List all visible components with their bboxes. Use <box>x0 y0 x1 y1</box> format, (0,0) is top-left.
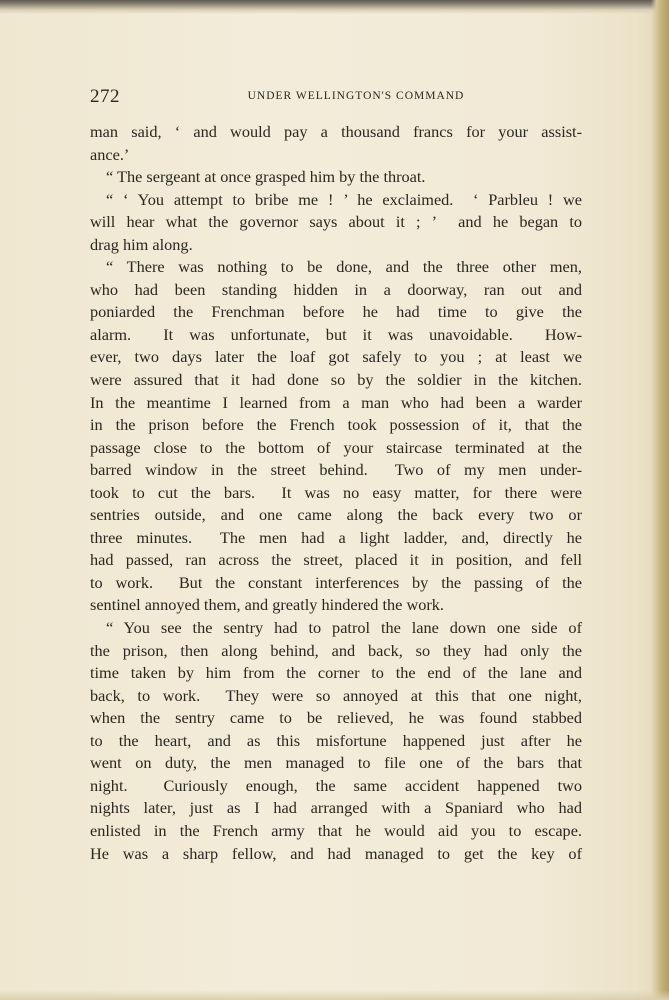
page-header <box>90 86 582 110</box>
body-text <box>90 121 582 865</box>
text-line: “ ‘ You attempt to bribe me ! ’ he exclaimed. ‘ Parbleu ! we <box>106 189 582 209</box>
text-line: to work. But the constant interferences by the passing of the <box>90 572 582 592</box>
page-number: 272 <box>90 86 120 107</box>
text-line: “ There was nothing to be done, and the three other men, <box>106 257 582 277</box>
text-line: to the heart, and as this misfortune happened just after he <box>90 730 582 750</box>
text-line: nights later, just as I had arranged with a Spaniard who had <box>90 798 582 818</box>
text-line: time taken by him from the corner to the end of the lane and <box>90 663 582 683</box>
text-line: In the meantime I learned from a man who had been a warder <box>90 392 582 412</box>
text-line: three minutes. The men had a light ladder, and, directly he <box>90 527 582 547</box>
text-line: enlisted in the French army that he would aid you to escape. <box>90 820 582 840</box>
text-line: the prison, then along behind, and back, so they had only the <box>90 640 582 660</box>
text-line: sentinel annoyed them, and greatly hindered the work. <box>90 595 445 615</box>
text-line: man said, ‘ and would pay a thousand francs for your assist- <box>90 122 582 141</box>
text-line: night. Curiously enough, the same accident happened two <box>90 775 582 795</box>
text-line: ance.’ <box>90 144 130 164</box>
text-line: took to cut the bars. It was no easy matter, for there were <box>90 482 582 502</box>
text-line: had passed, ran across the street, placed it in position, and fell <box>90 550 582 570</box>
text-line: when the sentry came to be relieved, he was found stabbed <box>90 708 582 728</box>
text-line: poniarded the Frenchman before he had time to give the <box>90 302 582 322</box>
text-line: will hear what the governor says about it ; ’ and he began to <box>90 212 582 232</box>
page-bottom-edge <box>0 990 669 1000</box>
text-line: in the prison before the French took possession of it, that the <box>90 415 582 435</box>
text-line: ever, two days later the loaf got safely to you ; at least we <box>90 347 582 367</box>
page-right-edge <box>651 0 669 1000</box>
text-line: He was a sharp fellow, and had managed to get the key of <box>90 843 582 863</box>
text-line: alarm. It was unfortunate, but it was unavoidable. How- <box>90 324 582 344</box>
text-line: barred window in the street behind. Two of my men under- <box>90 460 582 480</box>
text-line: were assured that it had done so by the soldier in the kitchen. <box>90 370 582 390</box>
text-line: went on duty, the men managed to file one of the bars that <box>90 753 582 773</box>
text-line: “ The sergeant at once grasped him by the throat. <box>106 167 426 187</box>
text-line: back, to work. They were so annoyed at this that one night, <box>90 685 582 705</box>
text-line: who had been standing hidden in a doorway, ran out and <box>90 279 582 299</box>
text-line: sentries outside, and one came along the back every two or <box>90 505 582 525</box>
text-line: “ You see the sentry had to patrol the lane down one side of <box>106 618 582 638</box>
page-top-edge <box>0 0 669 14</box>
text-line: passage close to the bottom of your staircase terminated at the <box>90 437 582 457</box>
running-head: UNDER WELLINGTON'S COMMAND <box>247 90 465 102</box>
text-line: drag him along. <box>90 234 193 254</box>
